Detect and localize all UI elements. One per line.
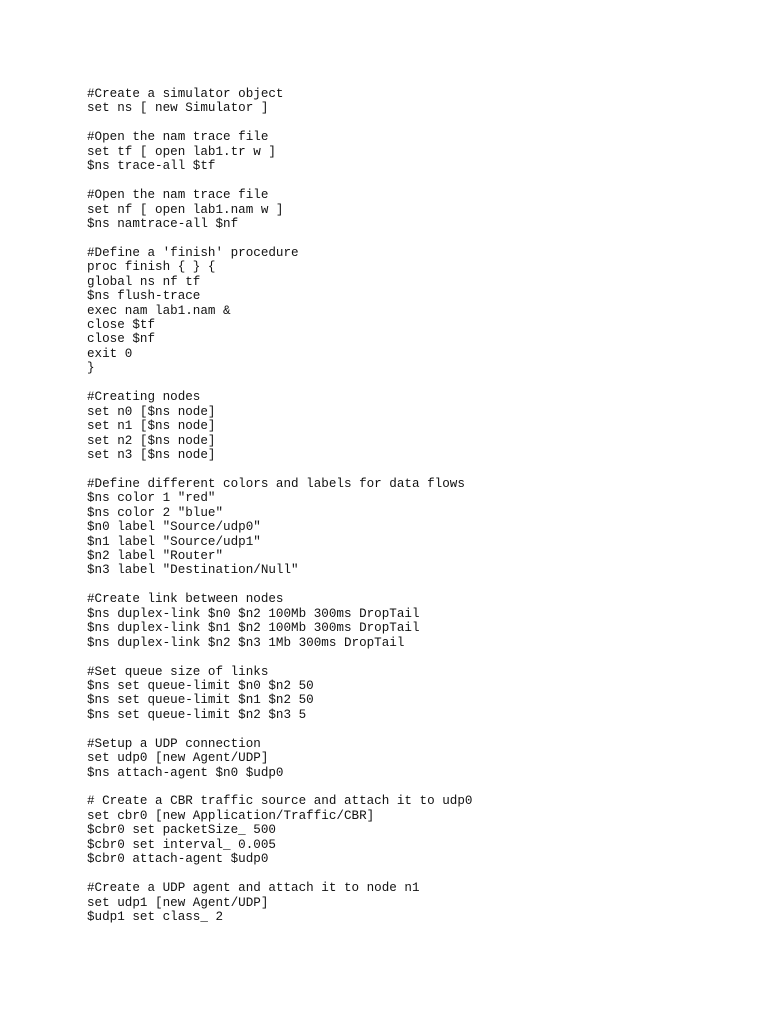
code-line: $ns set queue-limit $n1 $n2 50 (87, 693, 314, 708)
code-listing (87, 87, 727, 924)
code-line: #Creating nodes (87, 390, 201, 405)
code-line: $n1 label "Source/udp1" (87, 534, 261, 549)
code-line (87, 231, 727, 245)
code-line: $ns flush-trace (87, 289, 201, 304)
code-line: $cbr0 attach-agent $udp0 (87, 852, 269, 867)
code-line: set tf [ open lab1.tr w ] (87, 144, 276, 159)
code-line: $ns duplex-link $n2 $n3 1Mb 300ms DropTail (87, 635, 405, 650)
code-line: $ns trace-all $tf (87, 159, 216, 174)
code-line: $n3 label "Destination/Null" (87, 563, 299, 578)
code-line: $udp1 set class_ 2 (87, 909, 224, 924)
code-line: #Create link between nodes (87, 592, 284, 607)
code-line (87, 174, 727, 188)
code-line: } (87, 361, 95, 376)
code-line: $ns set queue-limit $n0 $n2 50 (87, 678, 314, 693)
code-line: $ns duplex-link $n1 $n2 100Mb 300ms DropTail (87, 621, 420, 636)
code-line: set n3 [$ns node] (87, 447, 216, 462)
code-line: set n2 [$ns node] (87, 433, 216, 448)
code-line: set nf [ open lab1.nam w ] (87, 202, 284, 217)
code-line: #Create a simulator object (87, 87, 284, 101)
code-line: $ns duplex-link $n0 $n2 100Mb 300ms DropTail (87, 606, 420, 621)
code-line: #Create a UDP agent and attach it to node n1 (87, 881, 420, 896)
code-line: $ns color 2 "blue" (87, 505, 224, 520)
code-line: close $tf (87, 318, 156, 332)
code-line: set ns [ new Simulator ] (87, 101, 269, 116)
code-line (87, 722, 727, 736)
code-line: #Define a 'finish' procedure (87, 245, 299, 260)
code-line (87, 462, 727, 476)
code-line: $ns color 1 "red" (87, 491, 216, 506)
code-line: exec nam lab1.nam & (87, 303, 231, 318)
code-line: # Create a CBR traffic source and attach it to udp0 (87, 794, 473, 809)
code-line: $n2 label "Router" (87, 549, 224, 563)
code-line (87, 376, 727, 390)
code-line: $ns attach-agent $n0 $udp0 (87, 765, 284, 780)
code-line: #Setup a UDP connection (87, 736, 261, 751)
code-line: exit 0 (87, 346, 133, 361)
code-line: $ns namtrace-all $nf (87, 216, 239, 231)
code-line: $cbr0 set interval_ 0.005 (87, 837, 276, 852)
code-line: $ns set queue-limit $n2 $n3 5 (87, 707, 307, 722)
code-line: $cbr0 set packetSize_ 500 (87, 823, 276, 838)
code-line: #Define different colors and labels for data flows (87, 476, 465, 491)
code-line: set n1 [$ns node] (87, 419, 216, 434)
code-line: set udp1 [new Agent/UDP] (87, 895, 269, 910)
code-line: close $nf (87, 332, 156, 347)
code-line: proc finish { } { (87, 260, 216, 275)
code-line: set n0 [$ns node] (87, 404, 216, 419)
code-line: #Open the nam trace file (87, 188, 269, 203)
code-line (87, 867, 727, 881)
code-line: global ns nf tf (87, 274, 201, 289)
code-line: $n0 label "Source/udp0" (87, 520, 261, 535)
code-line: set cbr0 [new Application/Traffic/CBR] (87, 808, 375, 823)
code-line (87, 578, 727, 592)
code-line: set udp0 [new Agent/UDP] (87, 751, 269, 766)
code-line (87, 650, 727, 664)
code-line: #Set queue size of links (87, 664, 269, 679)
code-line (87, 780, 727, 794)
code-line (87, 116, 727, 130)
code-line: #Open the nam trace file (87, 130, 269, 145)
